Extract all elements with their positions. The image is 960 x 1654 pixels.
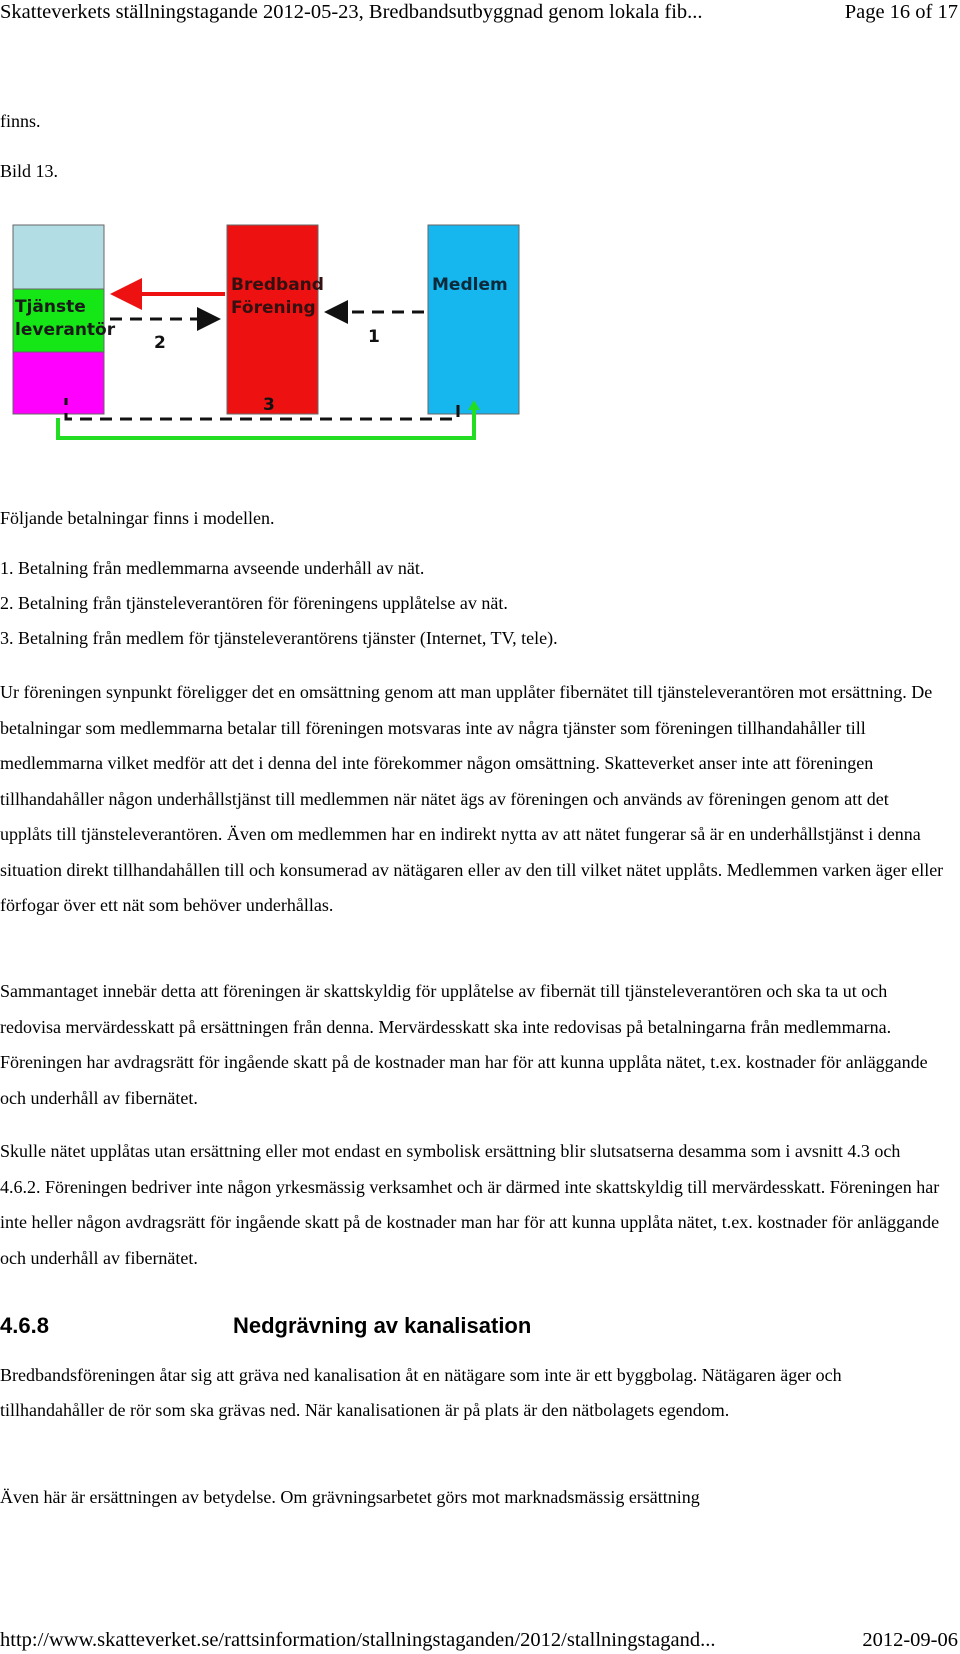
- section-number: 4.6.8: [0, 1313, 49, 1338]
- member-box: [428, 225, 519, 414]
- flow-3-label: 3: [263, 395, 275, 415]
- payment-flow-diagram: [10, 222, 555, 467]
- diagram-svg: [10, 222, 555, 467]
- section-heading: [0, 1312, 960, 1340]
- section-title: Nedgrävning av kanalisation: [233, 1313, 532, 1338]
- payment-item-1: 1. Betalning från medlemmarna avseende underhåll av nät.: [0, 558, 425, 578]
- paragraph-bredbandsforeningen: Bredbandsföreningen åtar sig att gräva ned kanalisation åt en nätägare som inte är ett byggbolag. Nätägaren äger och tillhandahåller de rör som ska grävas ned. När kanalisationen är på plats är den nätbolagets egendom.: [0, 1365, 842, 1420]
- paragraph-omsattning: Ur föreningen synpunkt föreligger det en omsättning genom att man upplåter fibernätet till tjänsteleverantören mot ersättning. De betalningar som medlemmarna betalar till föreningen motsvaras inte av några tjänster som föreningen tillhandahåller till medlemmarna vilket medför att det i denna del inte förekommer någon omsättning. Skatteverket anser inte att föreningen tillhandahåller någon underhållstjänst till medlemmen när nätet ägs av föreningen och används av föreningen genom att det upplåts till tjänsteleverantören. Även om medlemmen har en indirekt nytta av att nätet fungerar så är en underhållstjänst i denna situation direkt tillhandahållen till och konsumerad av nätägaren eller av den till vilket nätet upplåts. Medlemmen varken äger eller förfogar över ett nät som behöver underhållas.: [0, 682, 944, 915]
- footer-date: 2012-09-06: [862, 1629, 958, 1651]
- flow-2-label: 2: [154, 333, 166, 353]
- payments-intro: Följande betalningar finns i modellen.: [0, 508, 275, 528]
- paragraph-ersattning: Även här är ersättningen av betydelse. Om grävningsarbetet görs mot marknadsmässig ersättning: [0, 1487, 700, 1507]
- provider-label-2: leverantör: [15, 320, 116, 340]
- payment-item-2: 2. Betalning från tjänsteleverantören för föreningens upplåtelse av nät.: [0, 593, 508, 613]
- figure-caption: Bild 13.: [0, 161, 59, 181]
- paragraph-sammantaget: Sammantaget innebär detta att föreningen är skattskyldig för upplåtelse av fibernät till tjänsteleverantören och ska ta ut och redovisa mervärdesskatt på ersättningen från denna. Mervärdesskatt ska inte redovisas på betalningarna från medlemmarna. Föreningen har avdragsrätt för ingående skatt på de kostnader man har för att kunna upplåta nätet, t.ex. kostnader för anläggande och underhåll av fibernätet.: [0, 981, 928, 1108]
- paragraph-symbolisk: Skulle nätet upplåtas utan ersättning eller mot endast en symbolisk ersättning blir slutsatserna desamma som i avsnitt 4.3 och 4.6.2. Föreningen bedriver inte någon yrkesmässig verksamhet och är därmed inte skattskyldig till mervärdesskatt. Föreningen har inte heller någon avdragsrätt för ingående skatt på de kostnader man har för att kunna upplåta nätet, t.ex. kostnader för anläggande och underhåll av fibernätet.: [0, 1141, 940, 1268]
- member-label: Medlem: [432, 275, 508, 295]
- association-box: [227, 225, 318, 414]
- provider-label-1: Tjänste: [15, 297, 86, 317]
- header-title: Skatteverkets ställningstagande 2012-05-23, Bredbandsutbyggnad genom lokala fib...: [0, 1, 703, 23]
- intro-line-finns: finns.: [0, 111, 41, 131]
- provider-box-top: [13, 225, 104, 289]
- flow-1-label: 1: [368, 327, 380, 347]
- provider-box-bottom: [13, 352, 104, 414]
- association-label-2: Förening: [231, 298, 316, 318]
- page-number: Page 16 of 17: [844, 1, 958, 23]
- page-footer: [0, 1628, 960, 1654]
- footer-url: http://www.skatteverket.se/rattsinformation/stallningstaganden/2012/stallningstagand...: [0, 1629, 716, 1651]
- page-header: [0, 0, 960, 30]
- association-label-1: Bredband: [231, 275, 324, 295]
- payment-item-3: 3. Betalning från medlem för tjänsteleverantörens tjänster (Internet, TV, tele).: [0, 628, 558, 648]
